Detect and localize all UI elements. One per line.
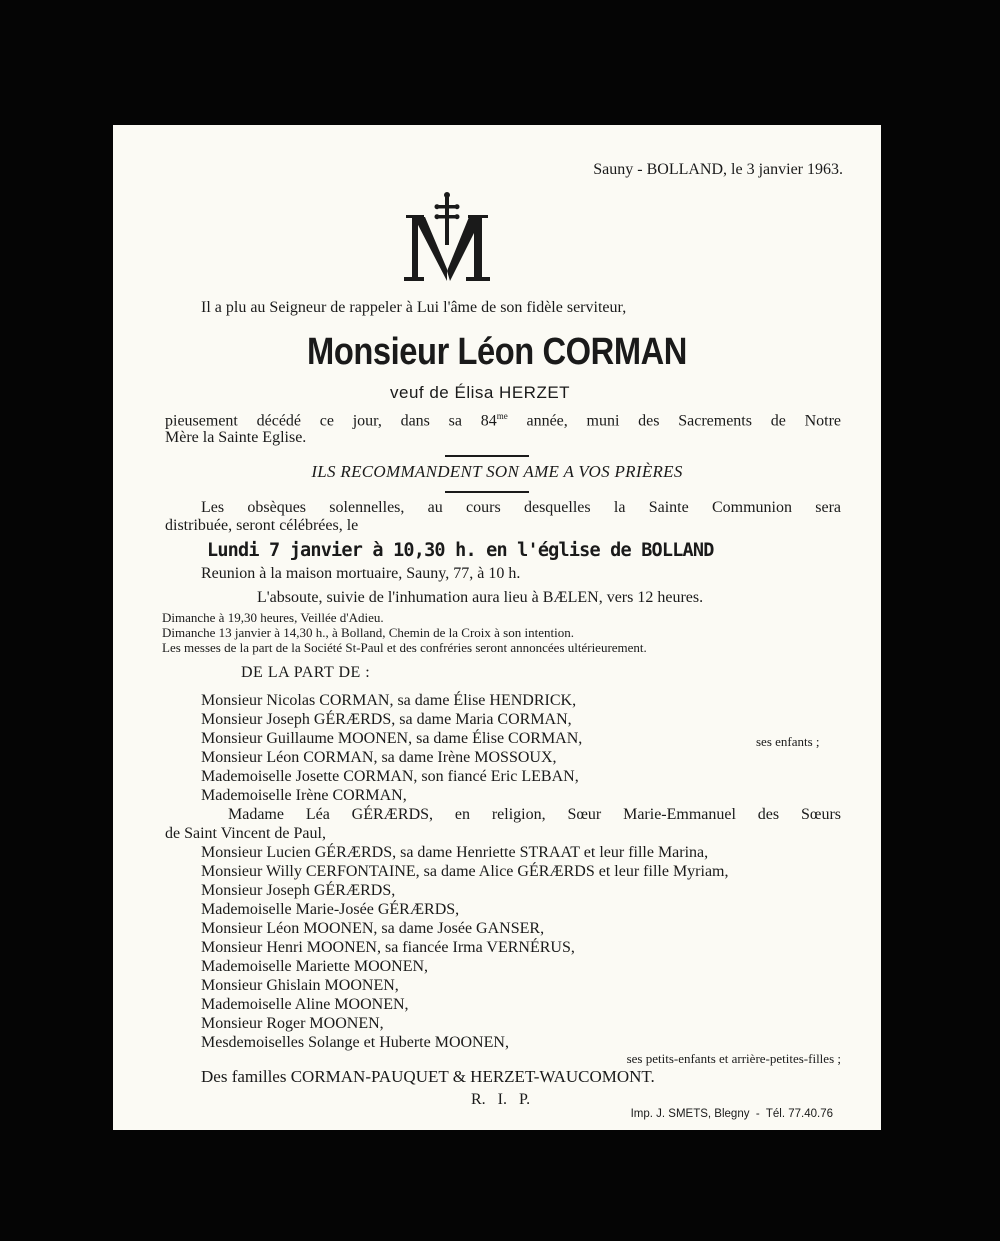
family-child: Mademoiselle Josette CORMAN, son fiancé Eric LEBAN, — [201, 768, 579, 785]
family-child: Mademoiselle Irène CORMAN, — [201, 787, 407, 804]
de-la-part-heading: DE LA PART DE : — [241, 664, 371, 681]
family-grandchild: Monsieur Willy CERFONTAINE, sa dame Alice GÉRÆRDS et leur fille Myriam, — [201, 863, 729, 880]
family-grandchild: Mademoiselle Aline MOONEN, — [201, 996, 409, 1013]
family-child: Monsieur Guillaume MOONEN, sa dame Élise CORMAN, — [201, 730, 583, 747]
family-grandchild: Mademoiselle Mariette MOONEN, — [201, 958, 429, 975]
family-child: Monsieur Léon CORMAN, sa dame Irène MOSSOUX, — [201, 749, 557, 766]
absoute-line: L'absoute, suivie de l'inhumation aura lieu à BÆLEN, vers 12 heures. — [257, 589, 704, 606]
intro-text: Il a plu au Seigneur de rappeler à Lui l'âme de son fidèle serviteur, — [201, 299, 627, 316]
family-grandchild: Monsieur Léon MOONEN, sa dame Josée GANSER, — [201, 920, 545, 937]
printer-credit: Imp. J. SMETS, Blegny - Tél. 77.40.76 — [630, 1108, 833, 1120]
note-2: Dimanche 13 janvier à 14,30 h., à Bolland, Chemin de la Croix à son intention. — [162, 625, 574, 640]
children-label: ses enfants ; — [756, 734, 820, 749]
note-3: Les messes de la part de la Société St-Paul et des confréries seront annoncées ultérieurement. — [162, 640, 647, 655]
recommend-heading: ILS RECOMMANDENT SON AME A VOS PRIÈRES — [311, 462, 683, 481]
family-grandchild: Monsieur Ghislain MOONEN, — [201, 977, 399, 994]
family-grandchild: Monsieur Joseph GÉRÆRDS, — [201, 882, 396, 899]
funeral-date: Lundi 7 janvier à 10,30 h. en l'église de BOLLAND — [207, 540, 714, 561]
rip: R. I. P. — [471, 1091, 531, 1108]
funeral-line-2: distribuée, seront célébrées, le — [165, 517, 359, 534]
note-1: Dimanche à 19,30 heures, Veillée d'Adieu. — [162, 610, 384, 625]
death-text-b: année, muni des Sacrements de Notre — [507, 412, 842, 430]
death-line-1 — [165, 411, 841, 430]
family-child: Monsieur Joseph GÉRÆRDS, sa dame Maria CORMAN, — [201, 711, 572, 728]
marian-monogram-icon — [398, 191, 498, 291]
reunion-line: Reunion à la maison mortuaire, Sauny, 77, à 10 h. — [201, 565, 521, 582]
family-grandchild: Monsieur Lucien GÉRÆRDS, sa dame Henriette STRAAT et leur fille Marina, — [201, 844, 709, 861]
families-line: Des familles CORMAN-PAUQUET & HERZET-WAUCOMONT. — [201, 1067, 655, 1086]
funeral-line-1-text: Les obsèques solennelles, au cours desquelles la Sainte Communion sera — [201, 499, 841, 516]
funeral-line-1 — [201, 499, 841, 517]
lea-line-1-text: Madame Léa GÉRÆRDS, en religion, Sœur Marie-Emmanuel des Sœurs — [228, 806, 841, 823]
lea-line-2: de Saint Vincent de Paul, — [165, 825, 326, 842]
family-grandchild: Monsieur Roger MOONEN, — [201, 1015, 384, 1032]
divider-top — [445, 455, 529, 457]
place-date: Sauny - BOLLAND, le 3 janvier 1963. — [593, 161, 843, 178]
family-grandchild: Mesdemoiselles Solange et Huberte MOONEN, — [201, 1034, 509, 1051]
grandchildren-label: ses petits-enfants et arrière-petites-filles ; — [626, 1051, 841, 1066]
death-text-a: pieusement décédé ce jour, dans sa 84 — [165, 412, 497, 430]
death-superscript: me — [496, 411, 508, 421]
divider-bottom — [445, 491, 529, 493]
family-grandchild: Mademoiselle Marie-Josée GÉRÆRDS, — [201, 901, 460, 918]
family-child: Monsieur Nicolas CORMAN, sa dame Élise HENDRICK, — [201, 692, 577, 709]
lea-line-1 — [228, 806, 841, 824]
widower-line: veuf de Élisa HERZET — [390, 383, 571, 402]
obituary-card — [113, 125, 881, 1130]
deceased-name: Monsieur Léon CORMAN — [307, 331, 687, 373]
family-grandchild: Monsieur Henri MOONEN, sa fiancée Irma VERNÉRUS, — [201, 939, 575, 956]
death-line-2: Mère la Sainte Eglise. — [165, 429, 307, 446]
